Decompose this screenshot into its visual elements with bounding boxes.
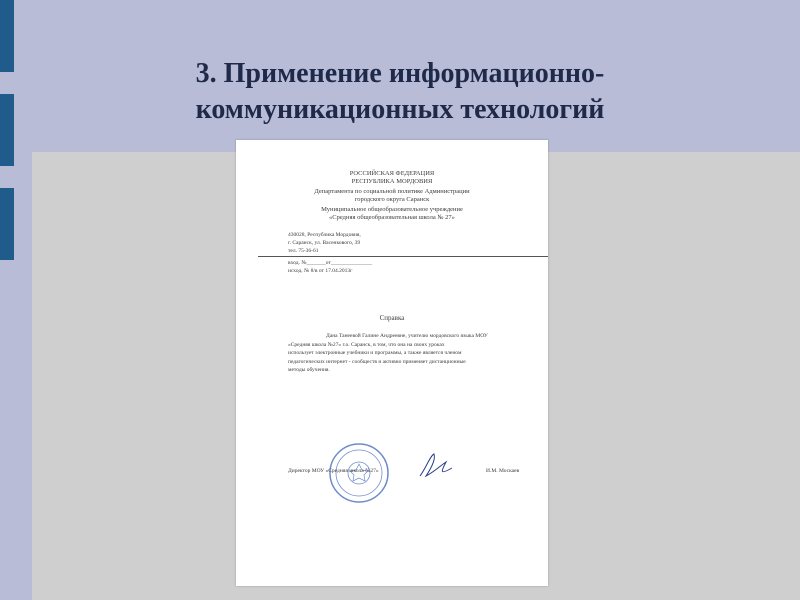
signature-title: Директор МОУ «Средняя школа №27» bbox=[288, 468, 379, 474]
side-tab-3 bbox=[0, 188, 14, 260]
doc-heading: Справка bbox=[379, 314, 405, 322]
doc-address-line: г. Саранск, ул. Васенкового, 39 bbox=[288, 240, 361, 246]
doc-body bbox=[288, 332, 528, 375]
doc-body-line: педагогических интернет - сообществ и активно применяет дистанционные bbox=[288, 358, 466, 365]
doc-body-line: использует электронные учебники и программы, а также является членом bbox=[288, 350, 462, 356]
doc-header-line: РЕСПУБЛИКА МОРДОВИЯ bbox=[351, 178, 433, 185]
doc-body-line: «Средняя школа №27» г.о. Саранск, в том, что она на своих уроках bbox=[288, 341, 445, 348]
handwritten-signature-icon bbox=[416, 450, 456, 482]
slide-title bbox=[0, 56, 800, 128]
doc-header-line: городского округа Саранск bbox=[354, 196, 430, 203]
slide-title-line-2: коммуникационных технологий bbox=[195, 94, 605, 125]
doc-divider bbox=[258, 256, 548, 257]
doc-header-line: Департамента по социальной политике Администрации bbox=[314, 188, 470, 195]
doc-header-line: «Средняя общеобразовательная школа № 27» bbox=[329, 214, 455, 221]
doc-outgoing-number: исход. № 8/в от 17.04.2013г bbox=[288, 268, 353, 274]
doc-body-line: Дана Танеевой Галине Андреевне, учителю мордовского языка МОУ bbox=[326, 333, 488, 339]
scanned-document bbox=[236, 140, 548, 586]
doc-incoming-number: вход. №_______от_______________ bbox=[288, 260, 373, 266]
doc-header-line: Муниципальное общеобразовательное учреждение bbox=[321, 206, 463, 213]
doc-body-line: методы обучения. bbox=[288, 367, 330, 373]
doc-header-line: РОССИЙСКАЯ ФЕДЕРАЦИЯ bbox=[349, 170, 435, 177]
doc-address-line: 430028, Республика Мордовия, bbox=[288, 232, 361, 238]
signature-name: И.М. Москаев bbox=[486, 468, 520, 474]
slide-title-line-1: 3. Применение информационно- bbox=[195, 58, 605, 89]
doc-address-line: тел. 75-36-61 bbox=[288, 248, 319, 254]
